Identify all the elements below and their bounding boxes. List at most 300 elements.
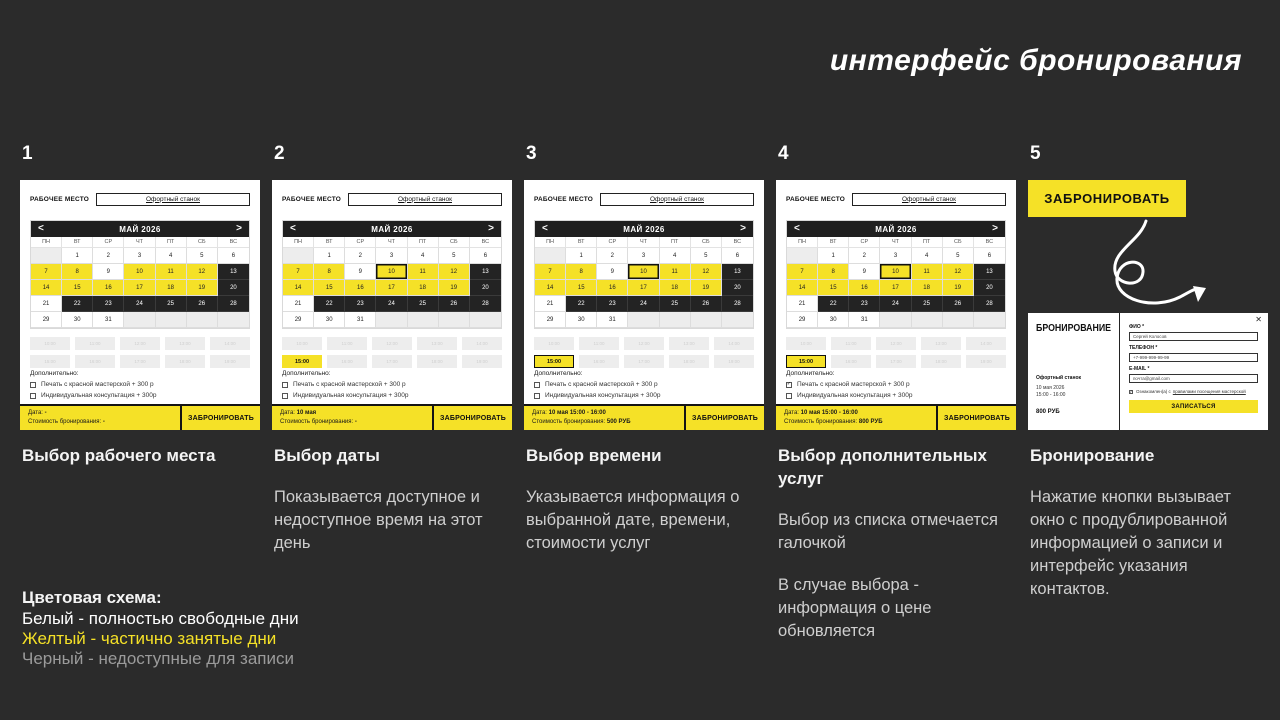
calendar-header xyxy=(787,221,1005,237)
next-month-icon[interactable]: > xyxy=(992,223,998,234)
calendar-day[interactable]: 1 xyxy=(314,248,345,264)
weekday-label: ВТ xyxy=(62,237,93,248)
time-slot-disabled: 19:00 xyxy=(714,355,754,368)
modal-title: БРОНИРОВАНИЕ xyxy=(1036,323,1112,334)
calendar-day[interactable]: 25 xyxy=(912,296,943,312)
calendar-day[interactable]: 22 xyxy=(566,296,597,312)
calendar-day[interactable]: 4 xyxy=(156,248,187,264)
calendar-day[interactable]: 11 xyxy=(912,264,943,280)
calendar-day[interactable]: 26 xyxy=(943,296,974,312)
step-column-1 xyxy=(20,0,260,720)
calendar-empty-cell xyxy=(535,248,566,264)
time-slot-disabled: 14:00 xyxy=(462,337,502,350)
time-slot-disabled: 13:00 xyxy=(669,337,709,350)
calendar-day[interactable]: 18 xyxy=(912,280,943,296)
modal-form xyxy=(1120,313,1268,430)
time-slot-disabled: 10:00 xyxy=(282,337,322,350)
calendar-empty-cell xyxy=(408,312,439,328)
calendar-empty-cell xyxy=(943,312,974,328)
calendar-day[interactable]: 17 xyxy=(124,280,155,296)
calendar-day[interactable]: 22 xyxy=(314,296,345,312)
calendar-day[interactable]: 10 xyxy=(628,264,659,280)
submit-button[interactable]: ЗАПИСАТЬСЯ xyxy=(1129,400,1258,413)
workplace-label: РАБОЧЕЕ МЕСТО xyxy=(786,195,845,203)
summary-cost: Стоимость бронирования: - xyxy=(280,419,357,425)
extra-option[interactable] xyxy=(786,392,1006,399)
calendar-day[interactable]: 17 xyxy=(880,280,911,296)
checkbox-icon xyxy=(30,382,36,388)
legend-title: Цветовая схема: xyxy=(22,588,162,607)
step-heading: Выбор времени xyxy=(526,446,662,465)
weekday-label: СБ xyxy=(691,237,722,248)
calendar-day[interactable]: 22 xyxy=(818,296,849,312)
weekday-label: ЧТ xyxy=(628,237,659,248)
book-button[interactable]: ЗАБРОНИРОВАТЬ xyxy=(432,406,512,430)
calendar-day[interactable]: 14 xyxy=(535,280,566,296)
extra-option[interactable] xyxy=(30,392,250,399)
weekday-label: ВС xyxy=(218,237,249,248)
booking-widget-card xyxy=(20,180,260,430)
calendar-day[interactable]: 8 xyxy=(62,264,93,280)
extras-section xyxy=(30,370,250,399)
field-input-2[interactable]: почта@gmail.com xyxy=(1129,374,1258,383)
calendar-day[interactable]: 18 xyxy=(156,280,187,296)
time-slot-disabled: 12:00 xyxy=(624,337,664,350)
summary-cost: Стоимость бронирования: 500 РУБ xyxy=(532,419,631,425)
calendar-day[interactable]: 14 xyxy=(787,280,818,296)
extras-section xyxy=(534,370,754,399)
calendar-day[interactable]: 9 xyxy=(345,264,376,280)
calendar-day[interactable]: 23 xyxy=(345,296,376,312)
calendar-header xyxy=(535,221,753,237)
calendar xyxy=(534,220,754,329)
booking-widget-card xyxy=(524,180,764,430)
calendar-empty-cell xyxy=(187,312,218,328)
time-slot-disabled: 11:00 xyxy=(579,337,619,350)
calendar-day[interactable]: 12 xyxy=(691,264,722,280)
calendar-day[interactable]: 31 xyxy=(597,312,628,328)
extra-option[interactable] xyxy=(282,392,502,399)
calendar-header xyxy=(283,221,501,237)
calendar-day[interactable]: 30 xyxy=(314,312,345,328)
calendar-day[interactable]: 29 xyxy=(535,312,566,328)
calendar-day[interactable]: 12 xyxy=(439,264,470,280)
calendar-day[interactable]: 30 xyxy=(566,312,597,328)
field-input-1[interactable]: +7-999-999-99-99 xyxy=(1129,353,1258,362)
weekday-label: ВТ xyxy=(818,237,849,248)
calendar-day[interactable]: 26 xyxy=(187,296,218,312)
time-slot-selected[interactable]: 15:00 xyxy=(786,355,826,368)
calendar-day[interactable]: 31 xyxy=(849,312,880,328)
next-month-icon[interactable]: > xyxy=(740,223,746,234)
time-slot-disabled: 16:00 xyxy=(75,355,115,368)
field-label-1: ТЕЛЕФОН * xyxy=(1129,345,1158,351)
step-heading: Бронирование xyxy=(1030,446,1155,465)
prev-month-icon[interactable]: < xyxy=(794,223,800,234)
extra-option-label: Индивидуальная консультация + 300р xyxy=(293,392,409,399)
weekday-label: ПН xyxy=(535,237,566,248)
calendar-day[interactable]: 22 xyxy=(62,296,93,312)
next-month-icon[interactable]: > xyxy=(236,223,242,234)
calendar-day[interactable]: 18 xyxy=(408,280,439,296)
calendar-day[interactable]: 11 xyxy=(408,264,439,280)
calendar-day[interactable]: 1 xyxy=(818,248,849,264)
agreement-link[interactable]: правилами посещения мастерской xyxy=(1172,389,1246,394)
time-slot-disabled: 18:00 xyxy=(417,355,457,368)
summary-cost-value: - xyxy=(354,419,357,425)
prev-month-icon[interactable]: < xyxy=(542,223,548,234)
calendar-day[interactable]: 21 xyxy=(31,296,62,312)
workplace-row xyxy=(282,192,502,206)
calendar-day[interactable]: 26 xyxy=(691,296,722,312)
calendar-day[interactable]: 16 xyxy=(345,280,376,296)
calendar xyxy=(786,220,1006,329)
calendar-day[interactable]: 28 xyxy=(470,296,501,312)
modal-workplace: Офортный станок xyxy=(1036,375,1082,381)
calendar-day[interactable]: 8 xyxy=(566,264,597,280)
time-slot-disabled: 12:00 xyxy=(372,337,412,350)
extra-option-label: Индивидуальная консультация + 300р xyxy=(797,392,913,399)
calendar-day[interactable]: 26 xyxy=(439,296,470,312)
calendar-day[interactable]: 20 xyxy=(974,280,1005,296)
calendar-day[interactable]: 14 xyxy=(283,280,314,296)
time-slot-selected[interactable]: 15:00 xyxy=(282,355,322,368)
calendar-day[interactable]: 6 xyxy=(974,248,1005,264)
next-month-icon[interactable]: > xyxy=(488,223,494,234)
booking-widget-card xyxy=(776,180,1016,430)
summary-info xyxy=(524,406,684,430)
calendar-empty-cell xyxy=(31,248,62,264)
calendar-day[interactable]: 11 xyxy=(156,264,187,280)
time-slot-disabled: 17:00 xyxy=(624,355,664,368)
calendar-day[interactable]: 5 xyxy=(439,248,470,264)
weekday-label: ВТ xyxy=(566,237,597,248)
workplace-select[interactable] xyxy=(852,193,1006,206)
agreement-row[interactable] xyxy=(1129,389,1258,394)
time-slot-disabled: 16:00 xyxy=(579,355,619,368)
calendar xyxy=(282,220,502,329)
extra-option[interactable] xyxy=(282,381,502,388)
calendar-empty-cell xyxy=(156,312,187,328)
calendar-day[interactable]: 23 xyxy=(597,296,628,312)
calendar-day[interactable]: 7 xyxy=(787,264,818,280)
calendar-day[interactable]: 5 xyxy=(691,248,722,264)
workplace-row xyxy=(786,192,1006,206)
legend-item-black: Черный - недоступные для записи xyxy=(22,648,294,668)
checkbox-icon xyxy=(30,393,36,399)
calendar-day[interactable]: 13 xyxy=(974,264,1005,280)
field-input-0[interactable]: Сергей Колосов xyxy=(1129,332,1258,341)
legend-item-yellow: Желтый - частично занятые дни xyxy=(22,628,277,648)
calendar-day[interactable]: 19 xyxy=(439,280,470,296)
calendar-day[interactable]: 12 xyxy=(187,264,218,280)
calendar-day[interactable]: 25 xyxy=(156,296,187,312)
calendar-day[interactable]: 2 xyxy=(597,248,628,264)
time-slot-disabled: 14:00 xyxy=(714,337,754,350)
book-button[interactable]: ЗАБРОНИРОВАТЬ xyxy=(684,406,764,430)
weekday-label: ВТ xyxy=(314,237,345,248)
time-slot-disabled: 17:00 xyxy=(372,355,412,368)
calendar-day[interactable]: 13 xyxy=(218,264,249,280)
calendar-empty-cell xyxy=(439,312,470,328)
extra-option[interactable] xyxy=(534,392,754,399)
step-paragraph: Указывается информация о выбранной дате, времени, стоимости услуг xyxy=(526,488,740,552)
extra-option-label: Индивидуальная консультация + 300р xyxy=(545,392,661,399)
extra-option[interactable] xyxy=(786,381,1006,388)
close-icon[interactable]: ✕ xyxy=(1255,315,1262,324)
calendar-day[interactable]: 19 xyxy=(943,280,974,296)
calendar-month-label: МАЙ 2026 xyxy=(119,224,161,234)
workplace-select[interactable] xyxy=(96,193,250,206)
calendar-day[interactable]: 16 xyxy=(597,280,628,296)
time-slot-disabled: 19:00 xyxy=(462,355,502,368)
checkbox-icon xyxy=(786,393,792,399)
calendar-day[interactable]: 5 xyxy=(943,248,974,264)
calendar-day[interactable]: 10 xyxy=(376,264,407,280)
calendar-day[interactable]: 16 xyxy=(849,280,880,296)
weekday-label: ПН xyxy=(283,237,314,248)
weekday-label: ПТ xyxy=(156,237,187,248)
weekday-label: ПН xyxy=(31,237,62,248)
summary-cost-value: 800 РУБ xyxy=(858,419,883,425)
time-slot-disabled: 18:00 xyxy=(921,355,961,368)
summary-date: Дата: 10 мая 15:00 - 16:00 xyxy=(532,410,606,416)
calendar-day[interactable]: 4 xyxy=(408,248,439,264)
calendar-day[interactable]: 30 xyxy=(818,312,849,328)
step-description xyxy=(22,444,256,467)
modal-summary xyxy=(1028,313,1120,430)
time-slot-disabled: 14:00 xyxy=(210,337,250,350)
calendar-day[interactable]: 3 xyxy=(124,248,155,264)
summary-date-value: 10 мая xyxy=(296,410,317,416)
calendar-day[interactable]: 11 xyxy=(660,264,691,280)
booking-modal xyxy=(1028,313,1268,430)
calendar-day[interactable]: 1 xyxy=(566,248,597,264)
time-slot-disabled: 12:00 xyxy=(876,337,916,350)
calendar-day[interactable]: 4 xyxy=(912,248,943,264)
step-heading: Выбор дополнительных услуг xyxy=(778,446,987,488)
calendar-day[interactable]: 2 xyxy=(345,248,376,264)
book-button[interactable]: ЗАБРОНИРОВАТЬ xyxy=(180,406,260,430)
summary-bar xyxy=(272,404,512,430)
step-number: 2 xyxy=(274,143,285,164)
calendar-day[interactable]: 19 xyxy=(691,280,722,296)
calendar-day[interactable]: 17 xyxy=(376,280,407,296)
calendar-day[interactable]: 5 xyxy=(187,248,218,264)
calendar-day[interactable]: 10 xyxy=(124,264,155,280)
summary-date: Дата: 10 мая xyxy=(280,410,317,416)
book-button-large[interactable]: ЗАБРОНИРОВАТЬ xyxy=(1028,180,1186,217)
time-slot-disabled: 14:00 xyxy=(966,337,1006,350)
summary-date-value: 10 мая 15:00 - 16:00 xyxy=(548,410,606,416)
calendar-day[interactable]: 28 xyxy=(218,296,249,312)
calendar-day[interactable]: 3 xyxy=(628,248,659,264)
calendar-day[interactable]: 15 xyxy=(314,280,345,296)
calendar-grid xyxy=(283,237,501,328)
summary-bar xyxy=(524,404,764,430)
step-column-2 xyxy=(272,0,512,720)
time-slot-disabled: 18:00 xyxy=(669,355,709,368)
time-slot-disabled: 13:00 xyxy=(417,337,457,350)
calendar-day[interactable]: 24 xyxy=(628,296,659,312)
weekday-label: СБ xyxy=(439,237,470,248)
workplace-row xyxy=(30,192,250,206)
checkbox-icon xyxy=(282,393,288,399)
calendar-day[interactable]: 17 xyxy=(628,280,659,296)
calendar-day[interactable]: 25 xyxy=(660,296,691,312)
weekday-label: ПТ xyxy=(408,237,439,248)
summary-date: Дата: 10 мая 15:00 - 16:00 xyxy=(784,410,858,416)
calendar-day[interactable]: 3 xyxy=(376,248,407,264)
calendar-day[interactable]: 29 xyxy=(31,312,62,328)
field-label-2: E-MAIL * xyxy=(1129,366,1150,372)
calendar-day[interactable]: 28 xyxy=(974,296,1005,312)
calendar-day[interactable]: 21 xyxy=(535,296,566,312)
workplace-value: Офортный станок xyxy=(902,195,956,203)
workplace-select[interactable] xyxy=(600,193,754,206)
workplace-value: Офортный станок xyxy=(398,195,452,203)
prev-month-icon[interactable]: < xyxy=(290,223,296,234)
summary-cost: Стоимость бронирования: - xyxy=(28,419,105,425)
step-paragraph: В случае выбора - информация о цене обновляется xyxy=(778,576,932,640)
calendar-empty-cell xyxy=(218,312,249,328)
calendar-day[interactable]: 9 xyxy=(597,264,628,280)
calendar-day[interactable]: 31 xyxy=(93,312,124,328)
calendar-day[interactable]: 13 xyxy=(470,264,501,280)
calendar-day[interactable]: 10 xyxy=(880,264,911,280)
calendar-day[interactable]: 2 xyxy=(93,248,124,264)
calendar-empty-cell xyxy=(722,312,753,328)
legend-item-white: Белый - полностью свободные дни xyxy=(22,608,299,628)
calendar-empty-cell xyxy=(691,312,722,328)
time-slot-disabled: 19:00 xyxy=(966,355,1006,368)
step-heading: Выбор рабочего места xyxy=(22,446,216,465)
calendar-day[interactable]: 9 xyxy=(849,264,880,280)
extra-option[interactable] xyxy=(534,381,754,388)
weekday-label: ЧТ xyxy=(376,237,407,248)
calendar-day[interactable]: 20 xyxy=(470,280,501,296)
calendar-empty-cell xyxy=(660,312,691,328)
calendar-day[interactable]: 24 xyxy=(880,296,911,312)
calendar-day[interactable]: 1 xyxy=(62,248,93,264)
weekday-label: ВС xyxy=(722,237,753,248)
time-slot-grid xyxy=(786,337,1006,368)
summary-info xyxy=(776,406,936,430)
step-paragraph: Нажатие кнопки вызывает окно с продублированной информацией о записи и интерфейс указания контактов. xyxy=(1030,488,1231,598)
calendar-day[interactable]: 21 xyxy=(787,296,818,312)
calendar-day[interactable]: 23 xyxy=(93,296,124,312)
time-slot-selected[interactable]: 15:00 xyxy=(534,355,574,368)
calendar-day[interactable]: 6 xyxy=(722,248,753,264)
calendar-empty-cell xyxy=(628,312,659,328)
calendar-day[interactable]: 28 xyxy=(722,296,753,312)
weekday-label: СР xyxy=(93,237,124,248)
calendar-day[interactable]: 20 xyxy=(722,280,753,296)
time-slot-grid xyxy=(30,337,250,368)
step-number: 3 xyxy=(526,143,537,164)
time-slot-disabled: 13:00 xyxy=(165,337,205,350)
calendar-day[interactable]: 30 xyxy=(62,312,93,328)
calendar-day[interactable]: 24 xyxy=(376,296,407,312)
calendar-day[interactable]: 7 xyxy=(283,264,314,280)
calendar-day[interactable]: 23 xyxy=(849,296,880,312)
calendar-day[interactable]: 29 xyxy=(283,312,314,328)
modal-price: 800 РУБ xyxy=(1036,409,1060,415)
summary-bar xyxy=(776,404,1016,430)
step-description xyxy=(1030,444,1264,601)
calendar-day[interactable]: 9 xyxy=(93,264,124,280)
summary-info xyxy=(20,406,180,430)
calendar-day[interactable]: 2 xyxy=(849,248,880,264)
calendar-header xyxy=(31,221,249,237)
prev-month-icon[interactable]: < xyxy=(38,223,44,234)
modal-date: 10 мая 2026 xyxy=(1036,385,1065,391)
time-slot-grid xyxy=(534,337,754,368)
calendar-day[interactable]: 7 xyxy=(535,264,566,280)
time-slot-disabled: 10:00 xyxy=(30,337,70,350)
extras-title: Дополнительно: xyxy=(786,370,835,377)
calendar-day[interactable]: 20 xyxy=(218,280,249,296)
calendar-day[interactable]: 8 xyxy=(314,264,345,280)
workplace-select[interactable] xyxy=(348,193,502,206)
calendar-day[interactable]: 18 xyxy=(660,280,691,296)
calendar-day[interactable]: 15 xyxy=(62,280,93,296)
weekday-label: ВС xyxy=(974,237,1005,248)
modal-datetime xyxy=(1036,385,1065,399)
calendar-grid xyxy=(787,237,1005,328)
calendar-day[interactable]: 4 xyxy=(660,248,691,264)
calendar-day[interactable]: 19 xyxy=(187,280,218,296)
extra-option-label: Печать с красной мастерской + 300 р xyxy=(293,381,406,388)
calendar-day[interactable]: 15 xyxy=(818,280,849,296)
extras-title: Дополнительно: xyxy=(282,370,331,377)
time-slot-disabled: 13:00 xyxy=(921,337,961,350)
calendar-day[interactable]: 6 xyxy=(470,248,501,264)
book-button[interactable]: ЗАБРОНИРОВАТЬ xyxy=(936,406,1016,430)
step-number: 5 xyxy=(1030,143,1041,164)
calendar-day[interactable]: 21 xyxy=(283,296,314,312)
calendar xyxy=(30,220,250,329)
workplace-label: РАБОЧЕЕ МЕСТО xyxy=(30,195,89,203)
extra-option-label: Печать с красной мастерской + 300 р xyxy=(41,381,154,388)
calendar-day[interactable]: 3 xyxy=(880,248,911,264)
weekday-label: СБ xyxy=(187,237,218,248)
calendar-day[interactable]: 24 xyxy=(124,296,155,312)
summary-cost-value: - xyxy=(102,419,105,425)
extra-option[interactable] xyxy=(30,381,250,388)
summary-cost: Стоимость бронирования: 800 РУБ xyxy=(784,419,883,425)
time-slot-disabled: 17:00 xyxy=(120,355,160,368)
calendar-month-label: МАЙ 2026 xyxy=(875,224,917,234)
calendar-day[interactable]: 8 xyxy=(818,264,849,280)
calendar-day[interactable]: 7 xyxy=(31,264,62,280)
calendar-day[interactable]: 25 xyxy=(408,296,439,312)
calendar-day[interactable]: 29 xyxy=(787,312,818,328)
calendar-empty-cell xyxy=(283,248,314,264)
calendar-day[interactable]: 14 xyxy=(31,280,62,296)
calendar-day[interactable]: 31 xyxy=(345,312,376,328)
calendar-day[interactable]: 16 xyxy=(93,280,124,296)
weekday-label: СР xyxy=(345,237,376,248)
calendar-day[interactable]: 15 xyxy=(566,280,597,296)
time-slot-disabled: 12:00 xyxy=(120,337,160,350)
calendar-day[interactable]: 6 xyxy=(218,248,249,264)
checkbox-icon xyxy=(534,382,540,388)
step-paragraph: Показывается доступное и недоступное время на этот день xyxy=(274,488,483,552)
calendar-day[interactable]: 13 xyxy=(722,264,753,280)
calendar-day[interactable]: 12 xyxy=(943,264,974,280)
weekday-label: ЧТ xyxy=(880,237,911,248)
